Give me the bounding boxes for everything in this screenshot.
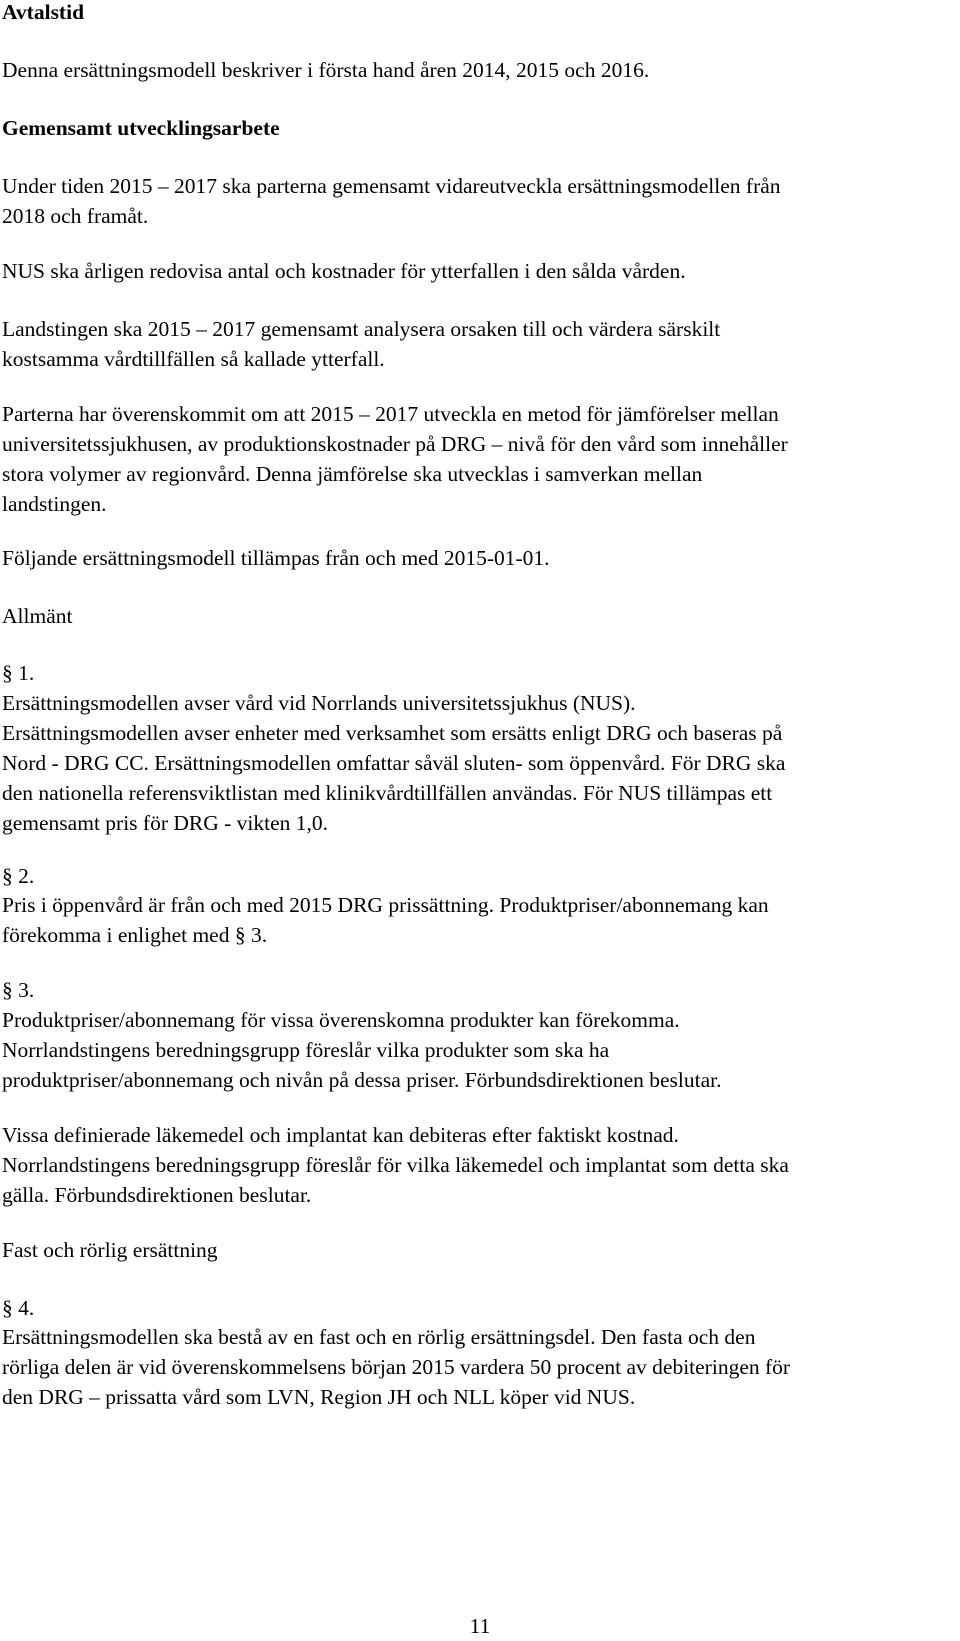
text-line: den DRG – prissatta vård som LVN, Region JH och NLL köper vid NUS. [2, 1385, 636, 1409]
section-2-label: § 2. [2, 864, 35, 888]
page-number: 11 [469, 1614, 491, 1638]
text-line: kostsamma vårdtillfällen så kallade ytterfall. [2, 347, 385, 371]
section-1-label: § 1. [2, 661, 35, 685]
text-line: Landstingen ska 2015 – 2017 gemensamt analysera orsaken till och värdera särskilt [2, 317, 721, 341]
paragraph-utvecklingsarbete [2, 171, 952, 231]
text-line: Norrlandstingens beredningsgrupp föreslår för vilka läkemedel och implantat som detta ska [2, 1153, 789, 1177]
paragraph-section-1 [2, 688, 952, 838]
heading-avtalstid: Avtalstid [2, 0, 85, 24]
heading-gemensamt-utvecklingsarbete: Gemensamt utvecklingsarbete [2, 116, 280, 140]
text-line: förekomma i enlighet med § 3. [2, 923, 268, 947]
text-line: gälla. Förbundsdirektionen beslutar. [2, 1183, 312, 1207]
heading-allmant: Allmänt [2, 604, 73, 628]
text-line: universitetssjukhusen, av produktionskostnader på DRG – nivå för den vård som innehåller [2, 432, 788, 456]
text-line: rörliga delen är vid överenskommelsens början 2015 vardera 50 procent av debiteringen för [2, 1355, 791, 1379]
text-line: Ersättningsmodellen ska bestå av en fast och en rörlig ersättningsdel. Den fasta och den [2, 1325, 756, 1349]
paragraph-section-4 [2, 1322, 952, 1412]
section-4-label: § 4. [2, 1296, 35, 1320]
text-line: gemensamt pris för DRG - vikten 1,0. [2, 811, 329, 835]
text-line: Vissa definierade läkemedel och implantat kan debiteras efter faktiskt kostnad. [2, 1123, 679, 1147]
paragraph-nus-redovisning: NUS ska årligen redovisa antal och kostnader för ytterfallen i den sålda vården. [2, 259, 686, 283]
text-line: Pris i öppenvård är från och med 2015 DRG prissättning. Produktpriser/abonnemang kan [2, 893, 769, 917]
paragraph-parterna [2, 399, 952, 519]
paragraph-landstingen [2, 314, 952, 374]
heading-fast-och-rorlig-ersattning: Fast och rörlig ersättning [2, 1238, 218, 1262]
text-line: den nationella referensviktlistan med klinikvårdtillfällen användas. För NUS tillämpas ett [2, 781, 773, 805]
text-line: Produktpriser/abonnemang för vissa överenskomna produkter kan förekomma. [2, 1008, 680, 1032]
text-line: landstingen. [2, 492, 107, 516]
text-line: Ersättningsmodellen avser vård vid Norrlands universitetssjukhus (NUS). [2, 691, 636, 715]
text-line: Ersättningsmodellen avser enheter med verksamhet som ersätts enligt DRG och baseras på [2, 721, 783, 745]
paragraph-lakemedel-implantat [2, 1120, 952, 1210]
text-line: 2018 och framåt. [2, 204, 149, 228]
text-line: stora volymer av regionvård. Denna jämförelse ska utvecklas i samverkan mellan [2, 462, 703, 486]
text-line: produktpriser/abonnemang och nivån på dessa priser. Förbundsdirektionen beslutar. [2, 1068, 722, 1092]
text-line: Nord - DRG CC. Ersättningsmodellen omfattar såväl sluten- som öppenvård. För DRG ska [2, 751, 786, 775]
section-3-label: § 3. [2, 978, 35, 1002]
paragraph-avtalstid: Denna ersättningsmodell beskriver i första hand åren 2014, 2015 och 2016. [2, 58, 650, 82]
text-line: Parterna har överenskommit om att 2015 – 2017 utveckla en metod för jämförelser mellan [2, 402, 779, 426]
text-line: Norrlandstingens beredningsgrupp föreslår vilka produkter som ska ha [2, 1038, 610, 1062]
text-line: Under tiden 2015 – 2017 ska parterna gemensamt vidareutveckla ersättningsmodellen från [2, 174, 781, 198]
paragraph-section-2 [2, 890, 952, 950]
paragraph-foljande: Följande ersättningsmodell tillämpas från och med 2015-01-01. [2, 546, 550, 570]
paragraph-section-3 [2, 1005, 952, 1095]
